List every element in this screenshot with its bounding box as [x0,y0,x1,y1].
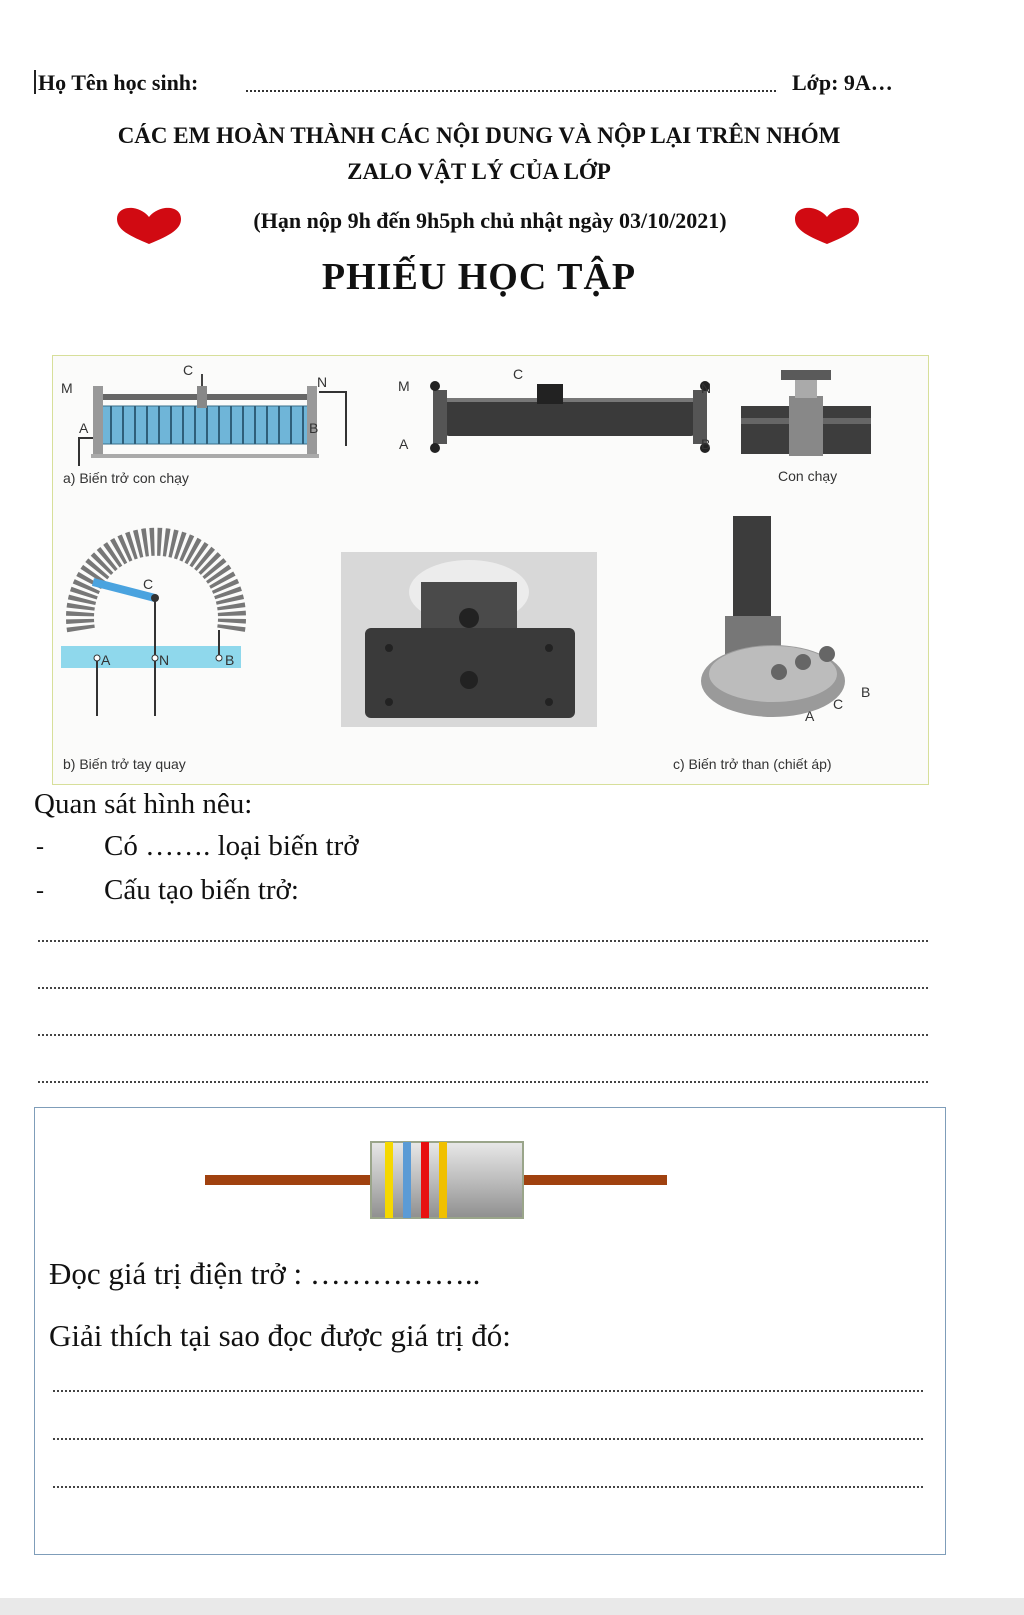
label-n: N [159,652,170,668]
answer-line [53,1388,923,1392]
instruction-line-2: ZALO VẬT LÝ CỦA LỚP [347,159,611,184]
explain-prompt: Giải thích tại sao đọc được giá trị đó: [49,1318,511,1353]
heart-icon [793,205,861,245]
label-n: N [317,374,328,390]
instruction-line-1: CÁC EM HOÀN THÀNH CÁC NỘI DUNG VÀ NỘP LẠI TRÊN NHÓM [117,123,841,148]
resistor-color-code-icon [205,1138,765,1223]
potentiometer-photo [693,506,893,736]
bullet-dash: - [36,834,44,860]
answer-line [53,1436,923,1440]
answer-line [38,1032,928,1036]
label-c: C [143,576,154,592]
label-a: A [399,436,409,452]
caption-carbon-rheostat: c) Biến trở than (chiết áp) [673,756,832,772]
slider-closeup-photo [741,366,871,466]
caption-crank-rheostat: b) Biến trở tay quay [63,756,186,772]
resistor-lead [521,1175,667,1185]
answer-line [38,938,928,942]
caption-slider: Con chạy [778,468,838,484]
rheostat-photo [341,552,597,727]
label-c: C [833,696,844,712]
label-m: M [398,378,410,394]
class-label: Lớp: 9A… [792,70,893,95]
label-b: B [225,652,235,668]
task-intro: Quan sát hình nêu: [34,788,253,820]
label-b: B [309,420,319,436]
crank-rheostat-diagram [59,526,259,726]
student-name-line [246,72,776,92]
answer-line [53,1484,923,1488]
resistor-question-box [34,1107,946,1555]
label-c: C [513,366,524,382]
resistor-color-band [439,1142,447,1218]
slider-rheostat-photo [415,376,735,456]
read-resistance-prompt: Đọc giá trị điện trở : …………….. [49,1256,481,1291]
label-a: A [79,420,89,436]
label-c: C [183,362,194,378]
window-bottom-edge [0,1598,1024,1615]
bullet-dash: - [36,878,44,904]
resistor-color-band [421,1142,429,1218]
resistor-color-band [385,1142,393,1218]
resistor-lead [205,1175,375,1185]
label-n: N [701,380,712,396]
caption-slider-rheostat: a) Biến trở con chạy [63,470,189,486]
label-a: A [101,652,111,668]
task-item-types: Có ……. loại biến trở [104,830,359,862]
label-m: M [61,380,73,396]
label-b: B [701,436,711,452]
resistor-color-band [403,1142,411,1218]
task-item-structure: Cấu tạo biến trở: [104,874,299,906]
label-b: B [861,684,871,700]
answer-line [38,1079,928,1083]
rheostat-figure [52,355,929,785]
answer-line [38,985,928,989]
label-a: A [805,708,815,724]
student-name-label: Họ Tên học sinh: [34,70,198,96]
deadline-text: (Hạn nộp 9h đến 9h5ph chủ nhật ngày 03/10/2021) [253,208,727,233]
worksheet-title: PHIẾU HỌC TẬP [321,256,637,298]
